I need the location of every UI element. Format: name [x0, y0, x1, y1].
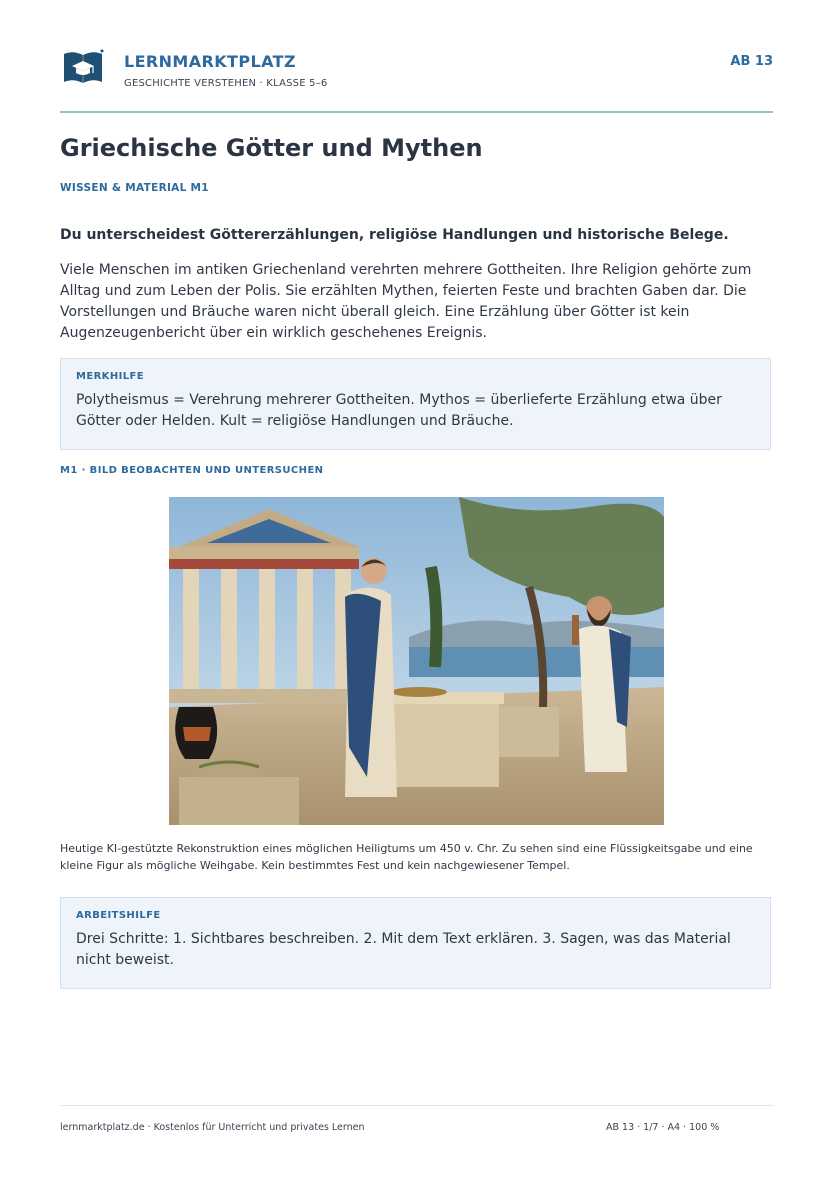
page-title: Griechische Götter und Mythen	[60, 134, 483, 162]
merkhilfe-text: Polytheismus = Verehrung mehrerer Gottheiten. Mythos = überlieferte Erzählung etwa über Götter oder Helden. Kult = religiöse Handlungen und Bräuche.	[76, 392, 722, 429]
footer-site: lernmarktplatz.de · Kostenlos für Unterricht und privates Lernen	[60, 1122, 365, 1133]
brand-name: LERNMARKTPLATZ	[124, 52, 296, 71]
brand-subtitle: GESCHICHTE VERSTEHEN · KLASSE 5–6	[124, 78, 328, 89]
material-label: M1 · BILD BEOBACHTEN UND UNTERSUCHEN	[60, 465, 324, 476]
section-label: WISSEN & MATERIAL M1	[60, 182, 209, 194]
header-divider	[60, 111, 773, 113]
sheet-code: AB 13	[730, 54, 773, 69]
figure-caption: Heutige KI-gestützte Rekonstruktion eines möglichen Heiligtums um 450 v. Chr. Zu sehen sind eine Flüssigkeitsgabe und eine kleine Figur als mögliche Weihgabe. Kein bestimmtes Fest und kein nachgewiesener Tempel.	[60, 842, 753, 872]
sanctuary-illustration	[169, 497, 664, 825]
woman-figure	[345, 558, 397, 797]
footer-divider	[60, 1105, 773, 1106]
body-text: Viele Menschen im antiken Griechenland verehrten mehrere Gottheiten. Ihre Religion gehörte zum Alltag und zum Leben der Polis. Sie erzählten Mythen, feierten Feste und brachten Gaben dar. Die Vorstellungen und Bräuche waren nicht überall gleich. Eine Erzählung über Götter ist kein Augenzeugenbericht über ein wirklich geschehenes Ereignis.	[60, 262, 752, 341]
arbeitshilfe-box	[60, 897, 771, 989]
merkhilfe-title: MERKHILFE	[76, 371, 144, 382]
merkhilfe-box	[60, 358, 771, 450]
learning-goal: Du unterscheidest Göttererzählungen, religiöse Handlungen und historische Belege.	[60, 227, 729, 243]
book-graduation-cap-icon	[62, 48, 104, 88]
page-header	[60, 44, 773, 100]
footer-page-info: AB 13 · 1/7 · A4 · 100 %	[606, 1122, 720, 1133]
arbeitshilfe-title: ARBEITSHILFE	[76, 910, 161, 921]
amphora	[175, 707, 217, 759]
arbeitshilfe-text: Drei Schritte: 1. Sichtbares beschreiben. 2. Mit dem Text erklären. 3. Sagen, was das Material nicht beweist.	[76, 931, 731, 968]
